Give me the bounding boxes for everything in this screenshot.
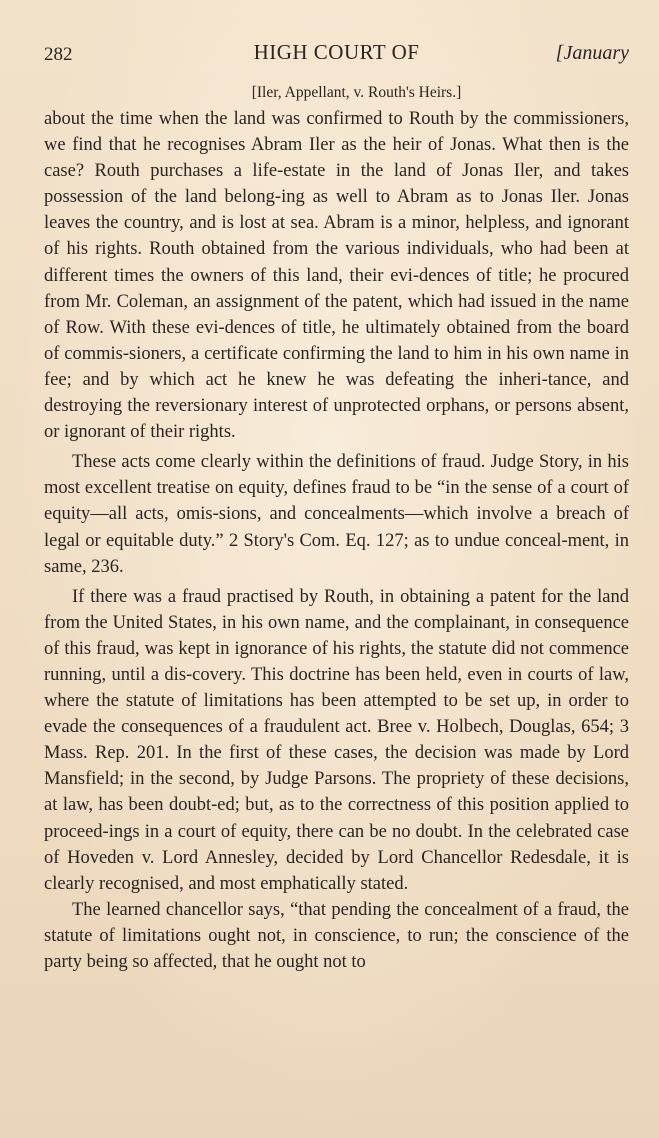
paragraph-2: These acts come clearly within the definitions of fraud. Judge Story, in his most excellent treatise on equity, defines fraud to be “in the sense of a court of equity—all acts, omis-sions, and concealments—which involve a breach of legal or equitable duty.” 2 Story's Com. Eq. 127; as to undue conceal-ment, in same, 236.	[44, 452, 629, 577]
paragraph-3: If there was a fraud practised by Routh, in obtaining a patent for the land from the United States, in his own name, and the complainant, in consequence of this fraud, was kept in ignorance of his rights, the statute did not commence running, until a dis-covery. This doctrine has been held, even in courts of law, where the statute of limitations has been attempted to be set up, in order to evade the consequences of a fraudulent act. Bree v. Holbech, Douglas, 654; 3 Mass. Rep. 201. In the first of these cases, the decision was made by Lord Mansfield; in the second, by Judge Parsons. The propriety of these decisions, at law, has been doubt-ed; but, as to the correctness of this position applied to proceed-ings in a court of equity, there can be no doubt. In the celebrated case of Hoveden v. Lord Annesley, decided by Lord Chancellor Redesdale, it is clearly recognised, and most emphatically stated.	[44, 586, 629, 894]
running-title: HIGH COURT OF	[253, 40, 420, 64]
page-number: 282	[44, 44, 73, 65]
running-month: [January	[555, 42, 629, 64]
paragraph-1: about the time when the land was confirmed to Routh by the commissioners, we find that he recognises Abram Iler as the heir of Jonas. What then is the case? Routh purchases a life-estate in the land of Jonas Iler, and takes possession of the land belong-ing as well to Abram as to Jonas Iler. Jonas leaves the country, and is lost at sea. Abram is a minor, helpless, and ignorant of his rights. Routh obtained from the various individuals, who had been at different times the owners of this land, their evi-dences of title; he procured from Mr. Coleman, an assignment of the patent, which had issued in the name of Row. With these evi-dences of title, he ultimately obtained from the board of commis-sioners, a certificate confirming the land to him in his own name in fee; and by which act he knew he was defeating the inheri-tance, and destroying the reversionary interest of unprotected orphans, or persons absent, or ignorant of their rights.	[44, 109, 629, 443]
body-text	[44, 106, 629, 975]
case-caption: [Iler, Appellant, v. Routh's Heirs.]	[251, 84, 462, 101]
paragraph-4: The learned chancellor says, “that pending the concealment of a fraud, the statute of limitations ought not, in conscience, to run; the conscience of the party being so affected, that he ought not to	[44, 899, 629, 972]
running-head	[44, 40, 629, 74]
